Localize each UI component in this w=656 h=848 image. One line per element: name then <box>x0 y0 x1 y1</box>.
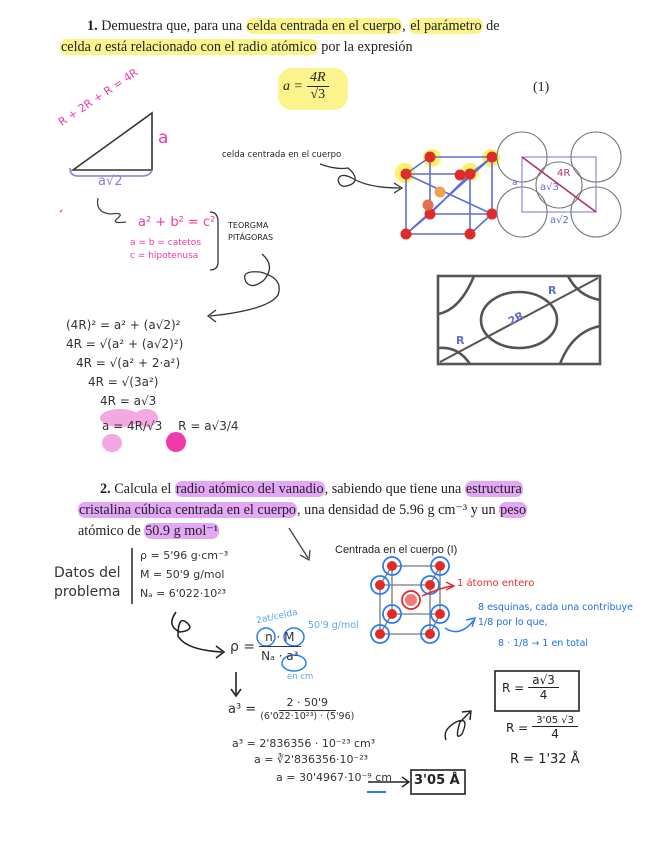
result-box-fraction <box>528 673 559 702</box>
rho-m: M <box>284 630 295 644</box>
legs-note: a = b = catetos <box>130 238 202 248</box>
base-note: a√2 <box>98 174 123 189</box>
result-final: R = 1'32 Å <box>510 752 580 767</box>
deriv2-lines <box>232 736 392 786</box>
problem-1-text: Demuestra que, para una <box>101 18 246 34</box>
equation-number: (1) <box>533 80 550 95</box>
problem-2-text-c: , una densidad de 5.96 g cm⁻³ y un <box>297 502 500 518</box>
rho-fraction <box>259 630 300 663</box>
hl-celda: celda <box>61 39 95 55</box>
a-value: a = 30'4967·10⁻⁹ cm <box>276 771 392 784</box>
a3-equation <box>228 696 354 722</box>
a-box-value: 3'05 Å <box>414 773 460 788</box>
bcc-cube-top <box>395 149 500 240</box>
note-atoms-cell: 2at/celda <box>255 607 299 627</box>
rect-2r: 2R <box>505 308 527 329</box>
deriv1-line6b: R = a√3/4 <box>178 419 239 433</box>
pythagoras-label: TEORGMA PITÁGORAS <box>228 221 274 242</box>
deriv1-line3: 4R = √(a² + 2·a²) <box>76 356 181 370</box>
bcc-caption: Centrada en el cuerpo (I) <box>335 544 458 556</box>
a3-value: a³ = 2'836356 · 10⁻²³ cm³ <box>232 737 376 750</box>
right-triangle <box>73 113 152 170</box>
result-box <box>502 673 559 702</box>
diag-a3: a√3 <box>540 182 559 193</box>
rect-r2: R <box>548 284 557 297</box>
rho-equation <box>230 630 301 663</box>
a3-lhs: a³ = <box>228 701 257 717</box>
result-box-num: a√3 <box>528 673 559 688</box>
hl-rel: está relacionado con el radio atómico <box>101 39 317 55</box>
highlight-peso: peso <box>500 502 527 518</box>
curl-arrow-cube <box>320 164 402 193</box>
deriv1-line6 <box>66 417 239 436</box>
note-corners-total: 8 · 1/8 → 1 en total <box>498 638 589 649</box>
eq-den: √3 <box>310 87 326 102</box>
eq-lhs: a = <box>283 78 303 94</box>
result-sub-fraction <box>532 715 578 741</box>
note-mass: 50'9 g/mol <box>308 620 359 631</box>
hyp-def-note: c = hipotenusa <box>130 251 199 261</box>
a3-fraction <box>260 696 354 722</box>
problem-2-text-d: atómico de <box>78 523 145 539</box>
a-root: a = ∛2'836356·10⁻²³ <box>254 753 369 766</box>
deriv1-line2: 4R = √(a² + (a√2)²) <box>66 337 184 351</box>
diag-a: a <box>512 178 518 188</box>
result-sub <box>506 715 578 741</box>
dato-m: M = 50'9 g/mol <box>140 568 225 581</box>
bcc-cube-bottom <box>371 557 475 643</box>
hl-a: a <box>94 39 102 55</box>
highlight-masa: 50.9 g mol⁻¹ <box>145 523 219 539</box>
dato-na: Nₐ = 6'022·10²³ <box>140 587 227 600</box>
dato-rho: ρ = 5'96 g·cm⁻³ <box>140 549 229 562</box>
swirl-arrow-1 <box>98 198 127 223</box>
problem-2-number: 2. <box>100 481 111 497</box>
highlight-bcc: celda centrada en el cuerpo <box>246 18 402 34</box>
result-box-den: 4 <box>539 688 548 702</box>
rho-numerator: n · M <box>259 630 300 647</box>
result-sub-num: 3'05 √3 <box>532 715 578 727</box>
datos-title: Datos del problema <box>54 565 121 600</box>
hyp-note: R + 2R + R = 4R <box>56 65 141 129</box>
deriv1-line4: 4R = √(3a²) <box>88 375 159 389</box>
a3-den: (6'022·10²³) · (5'96) <box>260 711 355 722</box>
side-a-note: a <box>158 128 169 148</box>
problem-2-text-b: , sabiendo que tiene una <box>324 481 465 497</box>
problem-1-text-d: por la expresión <box>317 39 413 55</box>
a3-num: 2 · 50'9 <box>279 696 337 711</box>
highlight-radio: radio atómico del vanadio <box>175 481 324 497</box>
diag-a2: a√2 <box>550 215 569 226</box>
deriv1-line6a: a = 4R/√3 <box>102 419 163 433</box>
rect-r1: R <box>456 334 465 347</box>
rho-den: Nₐ · a³ <box>261 649 299 663</box>
rho-lhs: ρ = <box>230 638 256 655</box>
highlight-estructura: estructura <box>465 481 522 497</box>
problem-1-number: 1. <box>87 18 98 34</box>
problem-1-text-c: de <box>482 18 500 34</box>
rho-n: n <box>265 630 273 644</box>
pythag-note: a² + b² = c² <box>138 215 216 230</box>
result-sub-den: 4 <box>551 727 559 741</box>
highlight-parametro: el parámetro <box>410 18 482 34</box>
derivation-1 <box>66 316 239 436</box>
note-corners: 8 esquinas, cada una contribuye 1/8 por lo que, <box>478 602 634 628</box>
eq-num: 4R <box>307 70 329 87</box>
problem-1-text-b: , <box>402 18 410 34</box>
celda-label: celda centrada en el cuerpo <box>222 150 342 160</box>
note-one-atom: 1 átomo entero <box>457 578 535 589</box>
spiral-arrow-2 <box>208 254 279 322</box>
deriv1-line1: (4R)² = a² + (a√2)² <box>66 318 181 332</box>
diag-4r: 4R <box>557 168 571 179</box>
deriv1-line5: 4R = a√3 <box>100 394 157 408</box>
note-cm: en cm <box>287 672 314 682</box>
result-box-lhs: R = <box>502 680 525 695</box>
problem-2-statement <box>78 479 608 542</box>
datos-list <box>140 546 228 603</box>
result-sub-lhs: R = <box>506 721 529 735</box>
problem-2-text-a: Calcula el <box>114 481 175 497</box>
highlight-cristalina: cristalina cúbica centrada en el cuerpo <box>79 502 297 518</box>
pink-underline <box>60 210 62 212</box>
